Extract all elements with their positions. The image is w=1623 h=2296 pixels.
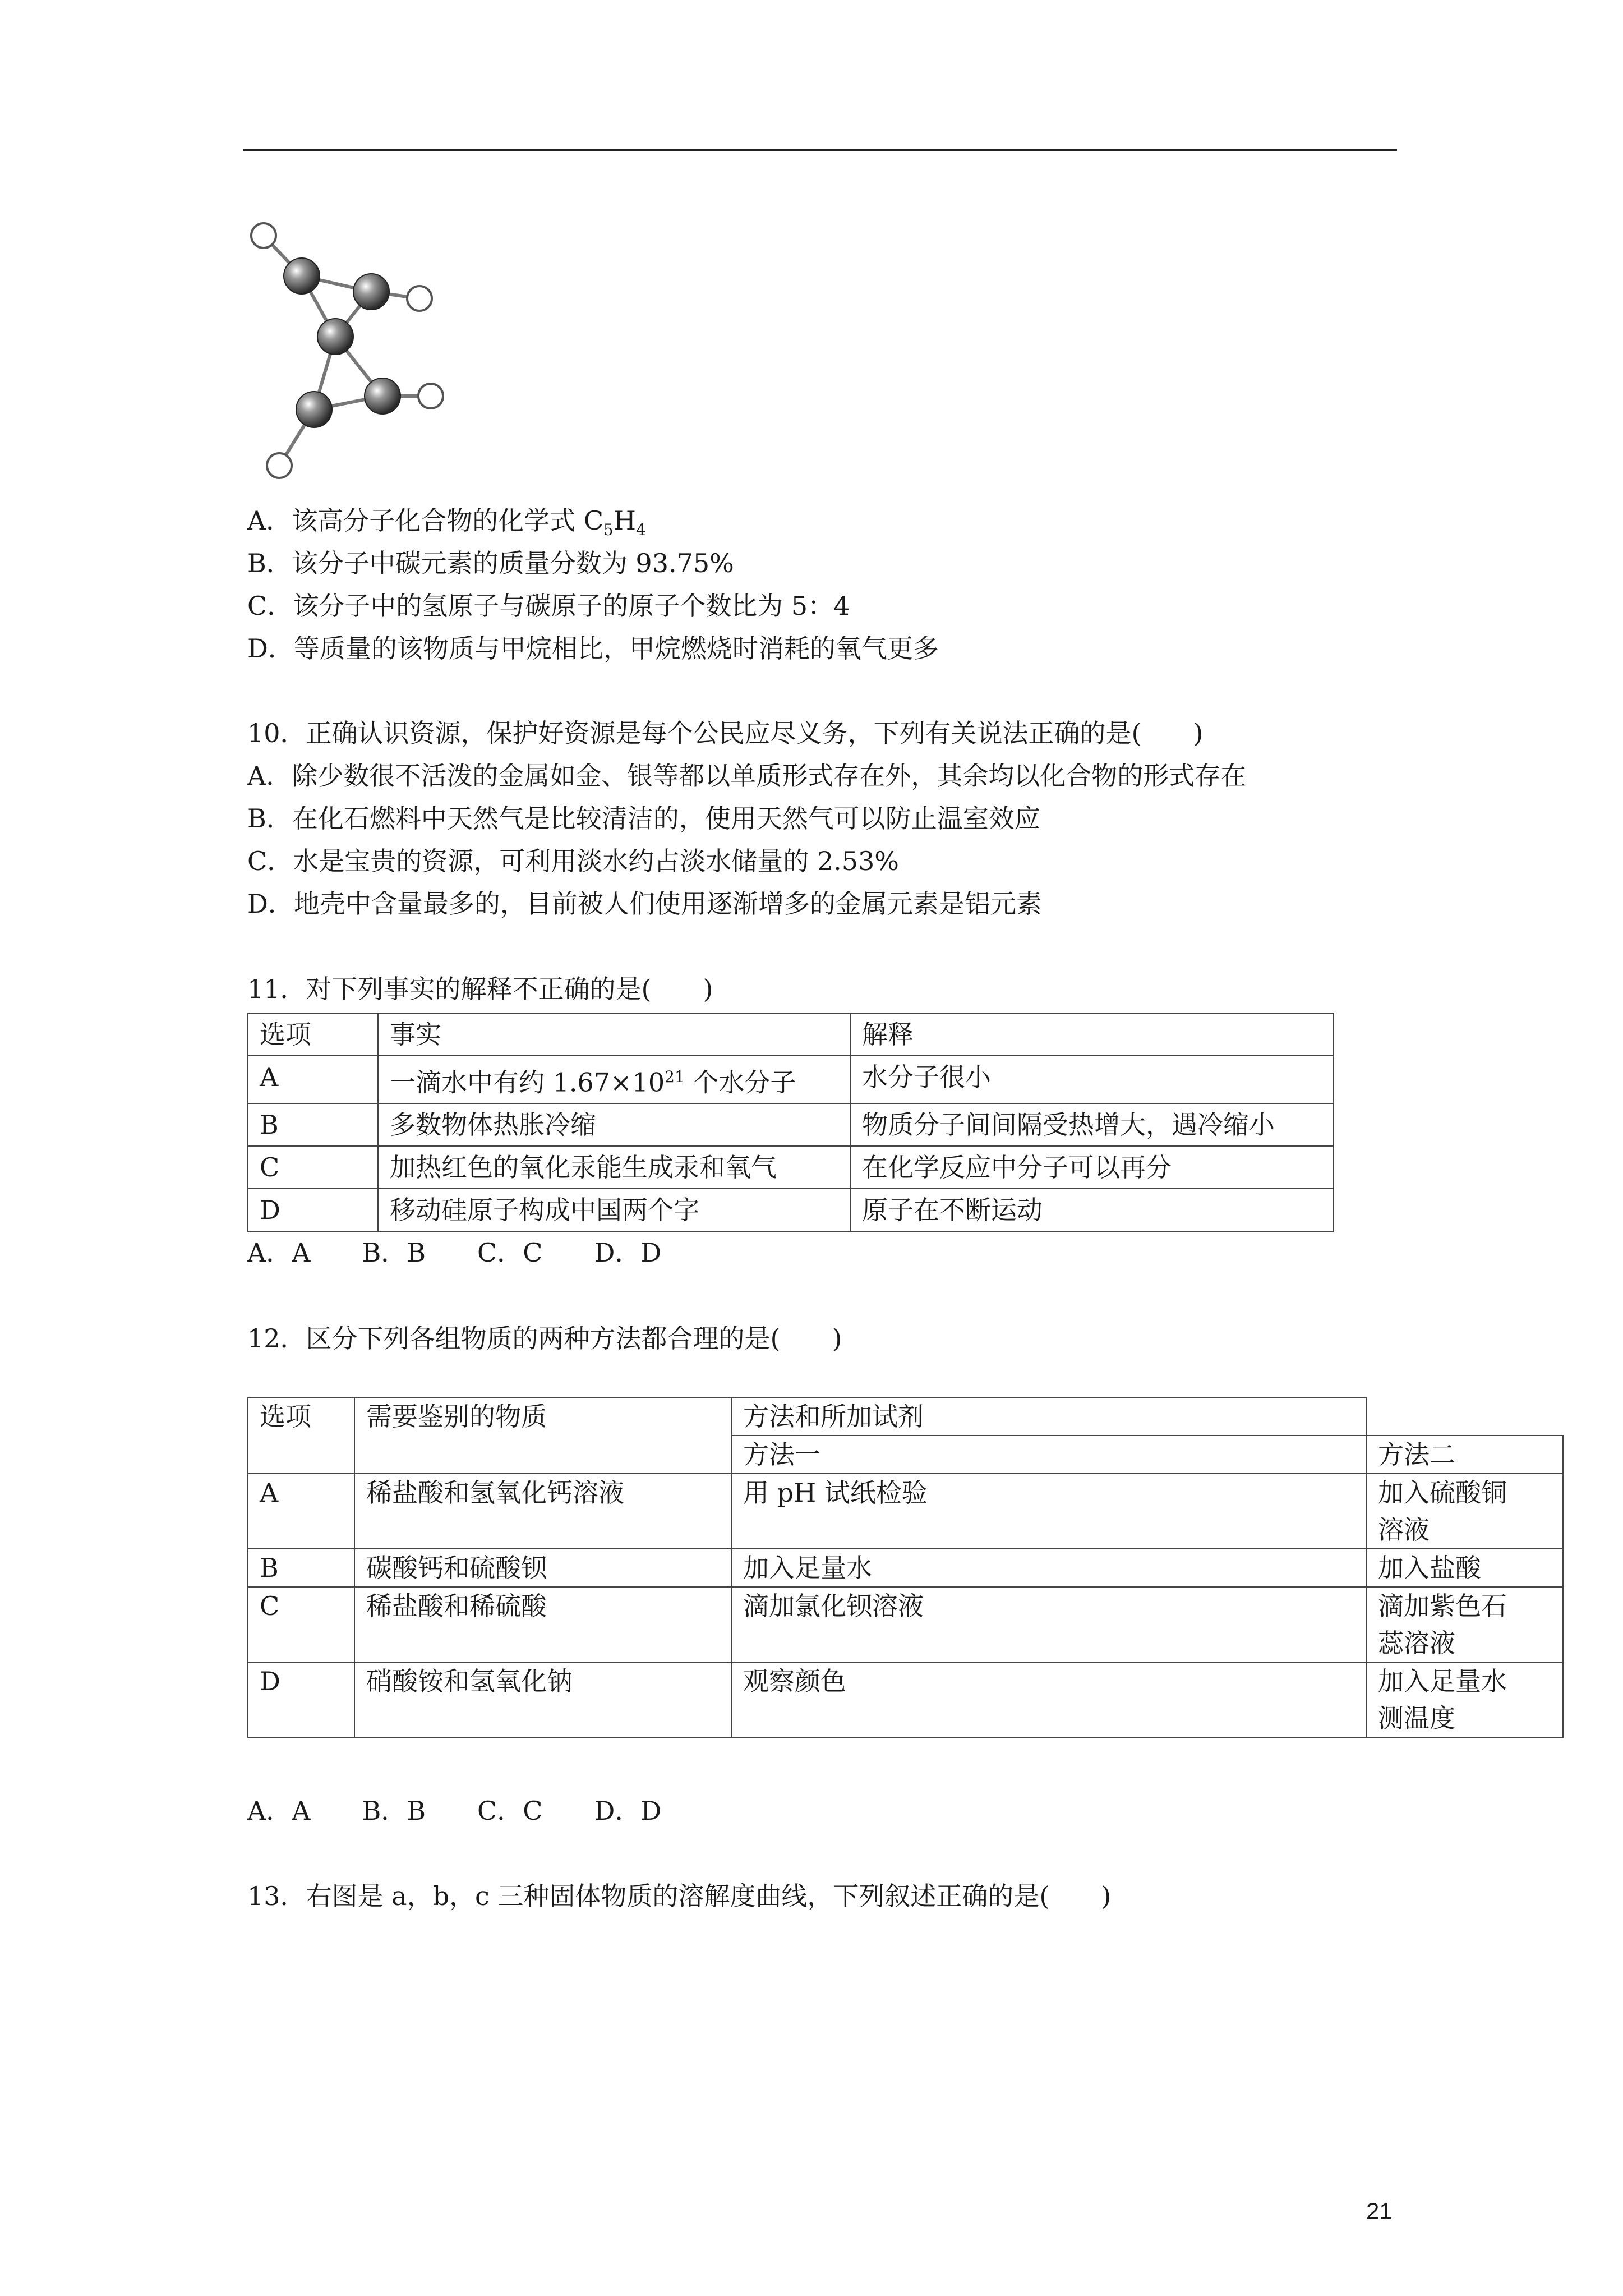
option-cell: A [248, 1474, 354, 1549]
q13-stem: 13．右图是 a，b，c 三种固体物质的溶解度曲线，下列叙述正确的是( ) [247, 1881, 1112, 1911]
method-one-cell: 观察颜色 [731, 1662, 1366, 1737]
option-cell: A [248, 1056, 378, 1103]
header-rule [243, 149, 1397, 151]
table-header-cell: 方法二 [1366, 1435, 1563, 1474]
method-one-cell: 加入足量水 [731, 1549, 1366, 1587]
q12-answer-choices: A．A B．B C．C D．D [247, 1796, 662, 1826]
page-number: 21 [1366, 2198, 1393, 2224]
table-row [248, 1662, 1563, 1737]
explanation-cell: 水分子很小 [850, 1056, 1334, 1103]
option-cell: B [248, 1549, 354, 1587]
option-cell: C [248, 1146, 378, 1189]
fact-cell: 加热红色的氧化汞能生成汞和氧气 [378, 1146, 850, 1189]
table-row [248, 1549, 1563, 1587]
option-cell: D [248, 1189, 378, 1231]
method-two-cell: 加入硫酸铜 溶液 [1366, 1474, 1563, 1549]
q10-option-c: C．水是宝贵的资源，可利用淡水约占淡水储量的 2.53% [247, 846, 899, 876]
fact-cell: 多数物体热胀冷缩 [378, 1103, 850, 1146]
explanation-cell: 在化学反应中分子可以再分 [850, 1146, 1334, 1189]
table-header-cell: 选项 [248, 1397, 354, 1474]
q9-option-d: D．等质量的该物质与甲烷相比，甲烷燃烧时消耗的氧气更多 [247, 633, 939, 664]
method-one-cell: 用 pH 试纸检验 [731, 1474, 1366, 1549]
option-cell: B [248, 1103, 378, 1146]
method-two-cell: 加入盐酸 [1366, 1549, 1563, 1587]
table-header-row [248, 1013, 1334, 1056]
substance-cell: 稀盐酸和稀硫酸 [354, 1587, 731, 1662]
q10-option-b: B．在化石燃料中天然气是比较清洁的，使用天然气可以防止温室效应 [247, 803, 1040, 834]
table-header-cell: 选项 [248, 1013, 378, 1056]
table-header-cell: 需要鉴别的物质 [354, 1397, 731, 1474]
q11-answer-choices: A．A B．B C．C D．D [247, 1237, 662, 1268]
table-header-cell: 解释 [850, 1013, 1334, 1056]
q10-option-a: A．除少数很不活泼的金属如金、银等都以单质形式存在外，其余均以化合物的形式存在 [247, 761, 1247, 791]
q10-option-d: D．地壳中含量最多的，目前被人们使用逐渐增多的金属元素是铝元素 [247, 889, 1042, 919]
fact-cell: 一滴水中有约 $1.67\times 10^{21}$ 个水分子 [378, 1056, 850, 1103]
method-one-cell: 滴加氯化钡溶液 [731, 1587, 1366, 1662]
q12-stem: 12．区分下列各组物质的两种方法都合理的是( ) [247, 1323, 842, 1354]
q11-stem: 11．对下列事实的解释不正确的是( ) [247, 974, 713, 1004]
table-header-cell: 方法一 [731, 1435, 1366, 1474]
table-row [248, 1056, 1334, 1103]
method-two-cell: 滴加紫色石 蕊溶液 [1366, 1587, 1563, 1662]
q9-option-a: A．该高分子化合物的化学式 $C_5H_4$ [247, 505, 646, 540]
table-row [248, 1103, 1334, 1146]
fact-cell: 移动硅原子构成中国两个字 [378, 1189, 850, 1231]
q9-option-c: C．该分子中的氢原子与碳原子的原子个数比为 5：4 [247, 591, 850, 621]
table-row [248, 1189, 1334, 1231]
q10-stem: 10．正确认识资源，保护好资源是每个公民应尽义务，下列有关说法正确的是( ) [247, 718, 1204, 748]
table-row [248, 1587, 1563, 1662]
table-header-cell: 方法和所加试剂 [731, 1397, 1366, 1435]
q12-table [247, 1397, 1564, 1738]
explanation-cell: 物质分子间间隔受热增大，遇冷缩小 [850, 1103, 1334, 1146]
substance-cell: 碳酸钙和硫酸钡 [354, 1549, 731, 1587]
table-row [248, 1474, 1563, 1549]
option-cell: D [248, 1662, 354, 1737]
substance-cell: 稀盐酸和氢氧化钙溶液 [354, 1474, 731, 1549]
molecule-structure-figure [241, 213, 465, 482]
q11-table [247, 1013, 1334, 1232]
table-row [248, 1146, 1334, 1189]
q9-option-b: B．该分子中碳元素的质量分数为 93.75% [247, 548, 734, 578]
substance-cell: 硝酸铵和氢氧化钠 [354, 1662, 731, 1737]
explanation-cell: 原子在不断运动 [850, 1189, 1334, 1231]
table-header-row [248, 1397, 1563, 1435]
option-cell: C [248, 1587, 354, 1662]
table-header-cell: 事实 [378, 1013, 850, 1056]
method-two-cell: 加入足量水 测温度 [1366, 1662, 1563, 1737]
